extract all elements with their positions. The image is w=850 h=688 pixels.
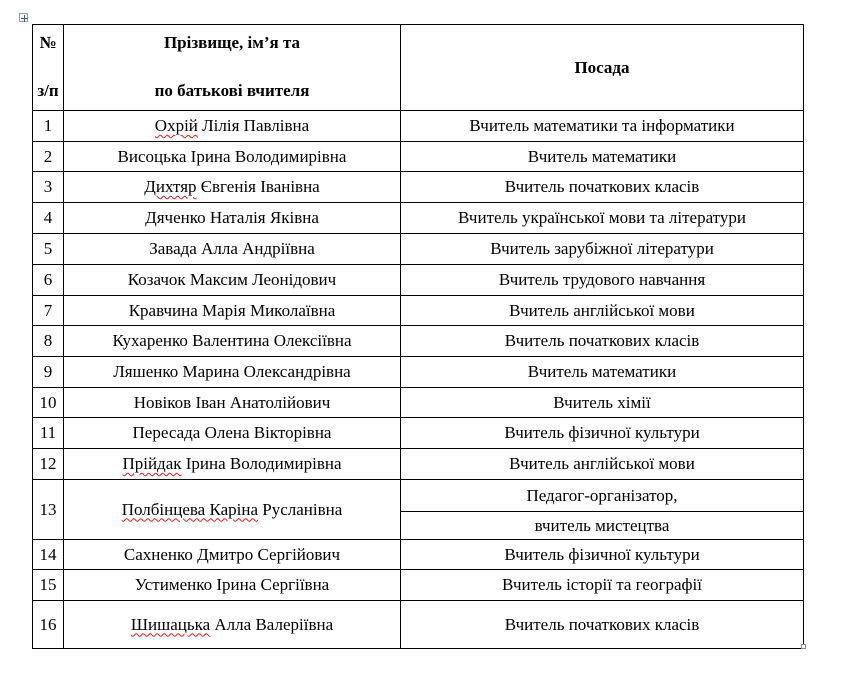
teacher-position: Вчитель початкових класів [401, 326, 804, 357]
table-row [33, 388, 804, 418]
table-row [33, 449, 804, 480]
table-row [33, 326, 804, 357]
teacher-position: Вчитель початкових класів [401, 601, 804, 649]
row-number: 10 [33, 388, 64, 418]
name-rest: Євгенія Іванівна [196, 177, 320, 196]
row-number: 13 [33, 480, 64, 540]
name-rest: Русланівна [258, 499, 343, 519]
teacher-position: Вчитель хімії [401, 388, 804, 418]
table-row [33, 265, 804, 296]
header-name-cell [64, 25, 401, 111]
teacher-name: Дяченко Наталія Яківна [64, 203, 401, 234]
name-rest: Алла Валеріївна [210, 614, 334, 634]
teacher-position: Вчитель фізичної культури [401, 540, 804, 570]
row-number: 12 [33, 449, 64, 480]
table-resize-handle[interactable] [801, 644, 806, 649]
teacher-name: Новіков Іван Анатолійович [64, 388, 401, 418]
teacher-position: Вчитель історії та географії [401, 570, 804, 601]
teacher-name: Висоцька Ірина Володимирівна [64, 142, 401, 172]
name-misspelled-part: Шишацька [130, 614, 211, 634]
table-row [33, 357, 804, 388]
teacher-position: Вчитель англійської мови [401, 296, 804, 326]
teacher-position: Вчитель фізичної культури [401, 418, 804, 449]
teacher-position [401, 480, 804, 540]
teacher-name: Кухаренко Валентина Олексіївна [64, 326, 401, 357]
table-row [33, 601, 804, 649]
row-number: 15 [33, 570, 64, 601]
row-number: 4 [33, 203, 64, 234]
header-number-cell [33, 25, 64, 111]
table-row [33, 480, 804, 540]
name-rest: Лілія Павлівна [197, 116, 310, 135]
table-row [33, 296, 804, 326]
header-name-line1: Прізвище, ім’я та [163, 33, 301, 52]
table-row [33, 570, 804, 601]
row-number: 16 [33, 601, 64, 649]
row-number: 6 [33, 265, 64, 296]
move-arrows-icon [20, 14, 29, 23]
teacher-position: Вчитель зарубіжної літератури [401, 234, 804, 265]
position-line-2: вчитель мистецтва [534, 516, 670, 535]
teacher-position: Вчитель початкових класів [401, 172, 804, 203]
staff-table [32, 24, 804, 649]
teacher-name [64, 449, 401, 480]
header-number-symbol: № [39, 33, 57, 52]
table-move-handle[interactable] [19, 13, 28, 22]
row-number: 8 [33, 326, 64, 357]
teacher-name: Кравчина Марія Миколаївна [64, 296, 401, 326]
name-misspelled-part: Охрій [154, 116, 198, 135]
name-rest: Ірина Володимирівна [181, 454, 342, 473]
teacher-name: Пересада Олена Вікторівна [64, 418, 401, 449]
row-number: 5 [33, 234, 64, 265]
row-number: 7 [33, 296, 64, 326]
header-number-abbr: з/п [37, 81, 59, 100]
teacher-name [64, 601, 401, 649]
table-row [33, 203, 804, 234]
table-row [33, 418, 804, 449]
table-row [33, 142, 804, 172]
teacher-position: Вчитель англійської мови [401, 449, 804, 480]
table-row [33, 540, 804, 570]
teacher-name: Ляшенко Марина Олександрівна [64, 357, 401, 388]
table-header-row [33, 25, 804, 111]
teacher-position: Вчитель математики [401, 357, 804, 388]
row-number: 14 [33, 540, 64, 570]
teacher-position: Вчитель трудового навчання [401, 265, 804, 296]
table-row [33, 172, 804, 203]
name-misspelled-part: Прійдак [122, 454, 182, 473]
name-misspelled-part: Дихтяр [144, 177, 197, 196]
teacher-name [64, 172, 401, 203]
teacher-position: Вчитель математики та інформатики [401, 111, 804, 142]
row-number: 2 [33, 142, 64, 172]
teacher-name [64, 111, 401, 142]
name-misspelled-part: Полбінцева Каріна [121, 499, 258, 519]
teacher-position: Вчитель української мови та літератури [401, 203, 804, 234]
teacher-name: Завада Алла Андріївна [64, 234, 401, 265]
row-number: 11 [33, 418, 64, 449]
header-name-line2: по батькові вчителя [154, 81, 310, 100]
header-position-cell: Посада [401, 25, 804, 111]
teacher-position: Вчитель математики [401, 142, 804, 172]
teacher-name: Козачок Максим Леонідович [64, 265, 401, 296]
table-row [33, 111, 804, 142]
teacher-name: Сахненко Дмитро Сергійович [64, 540, 401, 570]
teacher-name: Устименко Ірина Сергіївна [64, 570, 401, 601]
teacher-name [64, 480, 401, 540]
table-row [33, 234, 804, 265]
row-number: 9 [33, 357, 64, 388]
position-line-1: Педагог-організатор, [401, 480, 803, 512]
row-number: 1 [33, 111, 64, 142]
row-number: 3 [33, 172, 64, 203]
